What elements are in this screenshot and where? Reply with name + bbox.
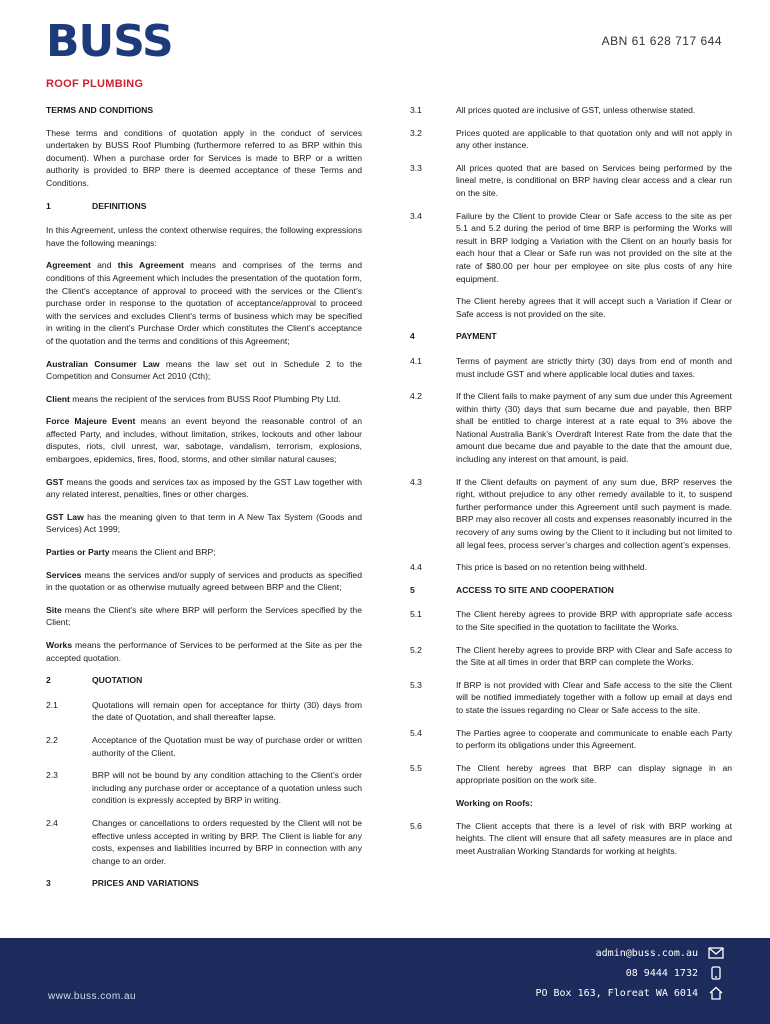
clause-5-6: 5.6 The Client accepts that there is a level of risk with BRP working at heights. The client will ensure that all safety measures are in place and meet Australian Working Standards for working at heights. xyxy=(410,820,732,856)
clause-text: The Client hereby agrees that BRP can display signage in an appropriate position on the work site. xyxy=(456,762,732,786)
clause-text: If BRP is not provided with Clear and Safe access to the site the Client will be notified immediately together with a follow up email at days end to state the issues regarding no Clear or Safe access to the site. xyxy=(456,679,732,715)
definition-term: Agreement xyxy=(46,260,91,271)
clause-4-4 xyxy=(410,561,732,574)
terms-heading: TERMS AND CONDITIONS xyxy=(46,105,154,115)
clause-number: 4.4 xyxy=(410,562,422,573)
clause-text: Prices quoted are applicable to that quotation only and will not apply in any other instance. xyxy=(456,127,732,151)
definition-text: means the goods and services tax as imposed by the GST Law together with any related interest, penalties, fines or other charges. xyxy=(46,476,362,500)
clause-number: 4.3 xyxy=(410,476,422,487)
clause-text: The Parties agree to cooperate and communicate to enable each Party to perform its obligations under this Agreement. xyxy=(456,727,732,751)
prices-clauses xyxy=(410,104,732,285)
clause-text: All prices quoted that are based on Services being performed by the lineal metre, is conditional on BRP having clear access and a clear run on the site. xyxy=(456,162,732,198)
clause-text: Failure by the Client to provide Clear or Safe access to the site as per 5.1 and 5.2 during the period of time BRP is performing the Works will result in BRP lodging a Variation with the Client on an hourly basis for each hour that a Clear or Safe run was not provided on the site at the rate of $80.00 per hour per employee on site plus costs of any hire equipment. xyxy=(456,210,732,284)
definitions-list xyxy=(46,259,362,664)
clause-2-2 xyxy=(46,734,362,759)
clause-text: This price is based on no retention being withheld. xyxy=(456,562,648,573)
clause-number: 2.4 xyxy=(46,817,58,828)
section-3-heading: 3 PRICES AND VARIATIONS xyxy=(46,878,199,889)
definition-text: means the performance of Services to be performed at the Site as per the accepted quotation. xyxy=(46,640,362,663)
definition-item xyxy=(46,259,362,347)
clause-3-2 xyxy=(410,127,732,152)
clause-text: If the Client fails to make payment of any sum due under this Agreement within thirty (30) days that sum became due and payable, then BRP shall be entitled to charge interest at a rate equal to 3% above the National Australia Bank’s Overdraft Interest Rate from the date that the amount due became due and payable to the date that the amount due, including any interest on that amount, is paid. xyxy=(456,391,732,465)
section-5-heading: 5 ACCESS TO SITE AND COOPERATION xyxy=(410,584,614,595)
clause-number: 2.1 xyxy=(46,699,58,710)
clause-number: 4.2 xyxy=(410,391,422,402)
definition-item xyxy=(46,639,362,664)
clause-number: 3.4 xyxy=(410,210,422,221)
definitions-intro: In this Agreement, unless the context otherwise requires, the following expressions have the following meanings: xyxy=(46,225,362,248)
access-clauses xyxy=(410,608,732,787)
definition-text: means the Client’s site where BRP will perform the Services specified by the Client; xyxy=(46,604,362,628)
logo-wordmark: BUSS xyxy=(46,16,173,67)
definition-item xyxy=(46,415,362,465)
clause-5-2 xyxy=(410,644,732,669)
clause-number: 5.2 xyxy=(410,644,422,655)
clause-4-2 xyxy=(410,390,732,466)
website-link[interactable]: www.buss.com.au xyxy=(48,991,137,1002)
definition-item xyxy=(46,393,362,406)
clause-number: 4.1 xyxy=(410,355,422,366)
clause-text: Changes or cancellations to orders requested by the Client will not be effective unless accepted in writing by BRP. The Client is liable for any costs, expenses and liabilities incurred by BRP in connection with any change to an order. xyxy=(92,817,362,866)
clause-number: 5.3 xyxy=(410,679,422,690)
definition-term: Force Majeure Event xyxy=(46,416,136,427)
working-on-roofs-heading: Working on Roofs: xyxy=(456,797,533,808)
buss-logo xyxy=(46,16,186,90)
left-column xyxy=(46,104,362,902)
abn-number: ABN 61 628 717 644 xyxy=(601,34,722,48)
definition-item xyxy=(46,569,362,594)
contact-address xyxy=(535,986,724,1000)
clause-text: If the Client defaults on payment of any sum due, BRP reserves the right, without prejudice to any other remedy available to it, to suspend further performance under this Agreement until such payment is made. BRP may also recover all costs and expenses reasonably incurred in the recovery of any sums owing by the Client to it including but not limited to all legal fees, process server’s charges and collection agent’s expenses. xyxy=(456,476,732,550)
home-icon xyxy=(708,986,724,1000)
definition-item xyxy=(46,358,362,383)
mail-icon xyxy=(708,946,724,960)
definition-term: GST xyxy=(46,476,64,487)
definition-term: Australian Consumer Law xyxy=(46,358,160,369)
section-2-heading: 2 QUOTATION xyxy=(46,675,143,686)
definition-term: Site xyxy=(46,604,62,615)
contact-phone[interactable] xyxy=(626,966,724,980)
clause-5-4 xyxy=(410,727,732,752)
definition-item xyxy=(46,546,362,559)
clause-2-4 xyxy=(46,817,362,867)
definition-text: means the Client and BRP; xyxy=(109,547,216,558)
clause-5-1 xyxy=(410,608,732,633)
clause-text: All prices quoted are inclusive of GST, unless otherwise stated. xyxy=(456,105,696,115)
definition-text: means an event beyond the reasonable control of an affected Party, and includes, without limitation, strikes, lockouts and other labour disputes, riots, civil unrest, war, sabotage, vandalism, terrorism, explosions, embargoes, epidemics, fires, flood, storms, and other similar natural causes; xyxy=(46,416,362,465)
clause-text: Quotations will remain open for acceptance for thirty (30) days from the date of Quotation, and shall thereafter lapse. xyxy=(92,699,362,723)
clause-3-1 xyxy=(410,104,732,117)
contact-email[interactable] xyxy=(596,946,724,960)
definition-text: means the services and/or supply of services and products as specified in the quotation or as otherwise mutually agreed between BRP and the Client; xyxy=(46,569,362,593)
clause-number: 5.5 xyxy=(410,762,422,773)
definition-term: Client xyxy=(46,393,70,404)
logo-subtitle: ROOF PLUMBING xyxy=(46,78,144,90)
clause-number: 3.3 xyxy=(410,162,422,173)
definition-term: Parties or Party xyxy=(46,547,110,558)
definition-text: means and comprises of the terms and conditions of this Agreement which includes the presentation of the quotation form, the Client’s acceptance of approval to proceed with the services or the Client’s purchase order in response to the quotation of acceptance/approval to proceed with the services and excludes Client’s terms of business which may be specified in writing in the client’s Purchase Order which constitutes the Client’s acceptance of the quotation and the terms and conditions of this Agreement; xyxy=(46,260,362,346)
definition-text: means the law set out in Schedule 2 to the Competition and Consumer Act 2010 (Cth); xyxy=(46,358,362,382)
clause-4-1 xyxy=(410,355,732,380)
clause-text: Terms of payment are strictly thirty (30) days from end of month and must include GST and where applicable local duties and taxes. xyxy=(456,355,732,379)
payment-clauses xyxy=(410,355,732,574)
section-4-heading: 4 PAYMENT xyxy=(410,331,497,342)
clause-number: 5.4 xyxy=(410,727,422,738)
clause-text: BRP will not be bound by any condition attaching to the Client’s order including any purchase order or acceptance of a quotation unless such condition is expressly accepted by BRP in writing. xyxy=(92,770,362,806)
clause-5-3 xyxy=(410,679,732,717)
clause-3-3 xyxy=(410,162,732,200)
clause-4-3 xyxy=(410,476,732,552)
definition-term: Services xyxy=(46,569,82,580)
definition-term: GST Law xyxy=(46,511,84,522)
clause-text: Acceptance of the Quotation must be way of purchase order or written authority of the Client. xyxy=(92,734,362,758)
clause-3-4 xyxy=(410,210,732,286)
phone-text[interactable]: 08 9444 1732 xyxy=(625,967,698,979)
clause-number: 3.2 xyxy=(410,127,422,138)
definition-connector: and xyxy=(90,260,118,271)
variation-acceptance: The Client hereby agrees that it will accept such a Variation if Clear or Safe access is not provided on the site. xyxy=(456,296,732,319)
clause-text: The Client hereby agrees to provide BRP with Clear and Safe access to the Site at all times in order that BRP can complete the Works. xyxy=(456,644,732,668)
clause-5-5 xyxy=(410,762,732,787)
intro-paragraph: These terms and conditions of quotation apply in the conduct of services undertaken by BUSS Roof Plumbing (furthermore referred to as BRP within this document). When a purchase order for Services is made to BRP or a written authority is provided to BRP there is deemed acceptance of these Terms and Conditions. xyxy=(46,127,362,188)
definition-item xyxy=(46,511,362,536)
address-text: PO Box 163, Floreat WA 6014 xyxy=(535,987,698,999)
quotation-clauses xyxy=(46,699,362,868)
email-text[interactable]: admin@buss.com.au xyxy=(595,947,698,959)
definition-item xyxy=(46,476,362,501)
clause-text: The Client hereby agrees to provide BRP with appropriate safe access to the Site specified in the quotation to facilitate the Works. xyxy=(456,609,732,632)
phone-icon xyxy=(708,966,724,980)
definition-text: has the meaning given to that term in A New Tax System (Goods and Services) Act 1999; xyxy=(46,511,362,535)
definition-term: Works xyxy=(46,640,73,650)
clause-2-3 xyxy=(46,769,362,807)
clause-number: 2.2 xyxy=(46,734,58,745)
definition-item xyxy=(46,604,362,629)
section-1-heading: 1 DEFINITIONS xyxy=(46,200,147,211)
clause-number: 3.1 xyxy=(410,105,422,115)
clause-number: 2.3 xyxy=(46,770,58,781)
right-column xyxy=(410,104,732,867)
definition-text: means the recipient of the services from BUSS Roof Plumbing Pty Ltd. xyxy=(69,393,341,404)
definition-term: this Agreement xyxy=(117,260,184,271)
clause-number: 5.1 xyxy=(410,609,422,620)
clause-2-1 xyxy=(46,699,362,724)
